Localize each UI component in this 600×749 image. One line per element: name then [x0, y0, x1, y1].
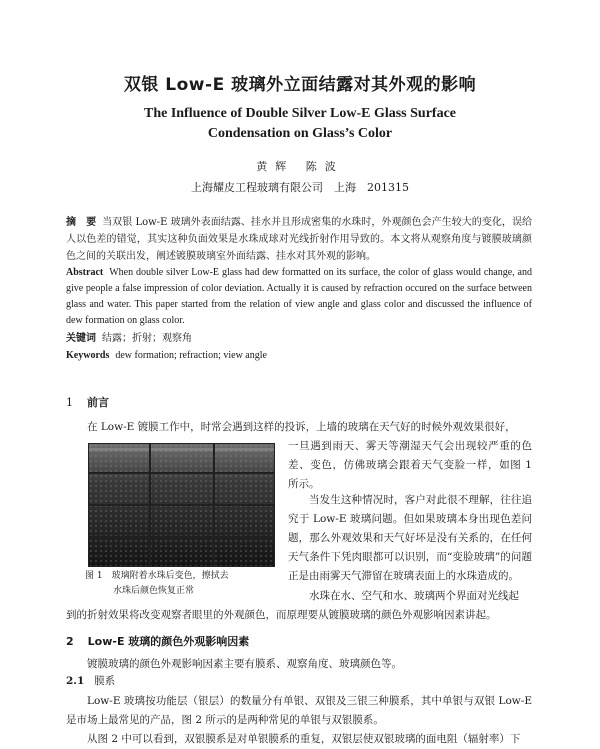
- figure-1-caption-line-1: 图 1 玻璃附着水珠后变色，擦拭去: [85, 571, 229, 581]
- abstract-english: [66, 265, 532, 329]
- figure-1-caption: [85, 569, 281, 599]
- title-english-line-1: The Influence of Double Silver Low-E Glass Surface: [143, 106, 457, 121]
- subsection-2-1-heading: [66, 673, 115, 688]
- figure-1-photo: [88, 443, 275, 567]
- abstract-en-label: Abstract: [66, 267, 104, 278]
- figure-1-caption-line-2: 水珠后颜色恢复正常: [113, 586, 195, 596]
- keywords-cn-label: 关键词: [66, 333, 96, 344]
- paragraph-3-line-1: 水珠在水、空气和水、玻璃两个界面对光线起: [309, 590, 519, 602]
- paragraph-4: 镀膜玻璃的颜色外观影响因素主要有膜系、观察角度、玻璃颜色等。: [87, 658, 402, 670]
- paragraph-6: 从图 2 中可以看到，双银膜系是对单银膜系的重复，双银层使双银玻璃的面电阻（辐射率）下: [87, 733, 521, 745]
- title-chinese: 双银 Low-E 玻璃外立面结露对其外观的影响: [123, 75, 477, 95]
- keywords-chinese: [66, 331, 532, 347]
- abstract-cn-label: 摘 要: [66, 217, 97, 228]
- affiliation: 上海耀皮工程玻璃有限公司 上海 201315: [191, 181, 409, 194]
- wet-glass-facade-image: [89, 444, 274, 566]
- section-2-heading: [66, 633, 249, 649]
- authors: 黄辉 陈波: [256, 160, 344, 173]
- section-2-title: Low-E 玻璃的颜色外观影响因素: [87, 635, 250, 648]
- section-2-number: 2: [66, 635, 74, 648]
- subsection-2-1-number: 2.1: [66, 675, 85, 687]
- section-1-title: 前言: [87, 396, 109, 409]
- paragraph-5: Low-E 玻璃按功能层（银层）的数量分有单银、双银及三银三种膜系，其中单银与双银 Low-E 是市场上最常见的产品，图 2 所示的是两种常见的单银与双银膜系。: [66, 695, 532, 726]
- paragraph-2: 当发生这种情况时，客户对此很不理解，往往追究于 Low-E 玻璃问题。但如果玻璃本身出现色差问题，那么外观效果和天气好坏是没有关系的，在任何天气条件下凭肉眼都可以识别，而“变脸玻璃”的问题正是由雨雾天气滞留在玻璃表面上的水珠造成的。: [288, 494, 532, 582]
- paragraph-1-rest: 一旦遇到雨天、雾天等潮湿天气会出现较严重的色差、变色，仿佛玻璃会跟着天气变脸一样，如图 1 所示。: [288, 440, 532, 490]
- subsection-2-1-title: 膜系: [94, 675, 116, 687]
- paragraph-3-line-2: 到的折射效果将改变观察者眼里的外观颜色，而原理要从镀膜玻璃的颜色外观影响因素讲起。: [66, 609, 497, 621]
- section-1-number: 1: [66, 396, 73, 409]
- keywords-en-text: dew formation; refraction; view angle: [115, 350, 267, 361]
- keywords-cn-text: 结露；折射；观察角: [102, 333, 192, 344]
- keywords-english: [66, 348, 532, 364]
- abstract-en-text: When double silver Low-E glass had dew formatted on its surface, the color of glass would change, and give people a false impression of color deviation. Actually it is caused by refraction occured on the surface between glass and water. This paper started from the relation of view angle and glass color and discussed the influence of dew formation on glass color.: [66, 267, 532, 326]
- keywords-en-label: Keywords: [66, 350, 110, 361]
- paragraph-1-line-1: 在 Low-E 镀膜工作中，时常会遇到这样的投诉，上墙的玻璃在天气好的时候外观效果很好，: [87, 421, 516, 433]
- title-english: [0, 104, 600, 144]
- section-1-heading: [66, 394, 109, 410]
- title-english-line-2: Condensation on Glass’s Color: [207, 126, 393, 141]
- abstract-cn-text: 当双银 Low-E 玻璃外表面结露、挂水并且形成密集的水珠时，外观颜色会产生较大的变化，误给人以色差的错觉，其实这种负面效果是水珠成球对光线折射作用导致的。本文将从观察角度与镀膜玻璃颜色之间的关联出发，阐述镀膜玻璃室外面结露、挂水对其外观的影响。: [66, 217, 532, 262]
- abstract-chinese: [66, 214, 532, 265]
